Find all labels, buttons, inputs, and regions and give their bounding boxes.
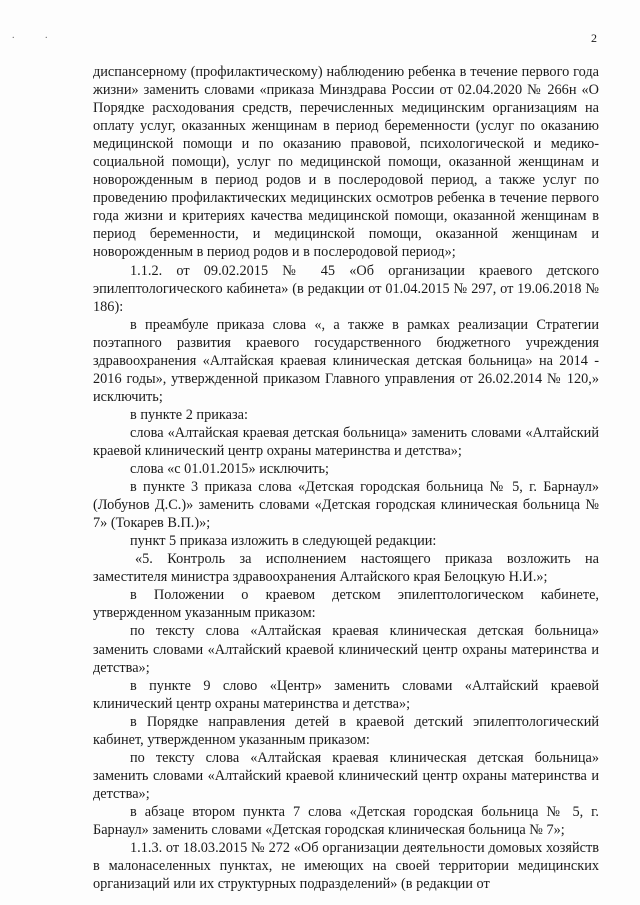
paragraph-regulation-text: по тексту слова «Алтайская краевая клиническая детская больница» заменить словами «Алтайский краевой клинический центр охраны материнства и детства»; (93, 623, 599, 676)
paragraph-point-5-quote: «5. Контроль за исполнением настоящего приказа возложить на заместителя министра здравоохранения Алтайского края Белоцкую Н.И.»; (93, 551, 599, 586)
page-number: 2 (591, 31, 597, 45)
paragraph-item-1-1-3: 1.1.3. от 18.03.2015 № 272 «Об организации деятельности домовых хозяйств в малонаселенных пунктах, не имеющих на своей территории медицинских организаций или их структурных подразделений» (в редакции от (93, 840, 599, 893)
paragraph-item-1-1-2: 1.1.2. от 09.02.2015 № 45 «Об организации краевого детского эпилептологического кабинета» (в редакции от 01.04.2015 № 297, от 19.06.2018 № 186): (93, 262, 599, 315)
paragraph-point-3: в пункте 3 приказа слова «Детская городская больница № 5, г. Барнаул» (Лобунов Д.С.)» заменить словами «Детская городская клиническая больница № 7» (Токарев В.П.)»; (93, 479, 599, 532)
scan-marks: . . (12, 30, 62, 41)
paragraph-continuation: диспансерному (профилактическому) наблюдению ребенка в течение первого года жизни» заменить словами «приказа Минздрава России от 02.04.2020 № 266н «О Порядке расходования средств, перечисленных медицинским организациям на оплату услуг, оказанных женщинам в период беременности (услуг по оказанию медицинской помощи и по оказанию правовой, психологической и медико-социальной помощи), услуг по медицинской помощи, оказанной женщинам и новорожденным в период родов и в послеродовой период, а также услуг по проведению профилактических медицинских осмотров ребенка в течение первого года жизни и критериях качества медицинской помощи, оказанной женщинам в период беременности, и медицинской помощи, оказанной женщинам и новорожденным в период родов и в послеродовой период»; (93, 64, 599, 261)
paragraph-point-2-date: слова «с 01.01.2015» исключить; (130, 461, 330, 478)
paragraph-point-2: в пункте 2 приказа: (130, 406, 248, 423)
paragraph-procedure-text: по тексту слова «Алтайская краевая клиническая детская больница» заменить словами «Алтайский краевой клинический центр охраны материнства и детства»; (93, 749, 599, 802)
paragraph-regulation: в Положении о краевом детском эпилептологическом кабинете, утвержденном указанным приказом: (93, 587, 599, 622)
paragraph-point-7: в абзаце втором пункта 7 слова «Детская городская больница № 5, г. Барнаул» заменить словами «Детская городская клиническая больница № 7»; (93, 803, 599, 838)
document-body (93, 63, 599, 893)
paragraph-procedure: в Порядке направления детей в краевой детский эпилептологический кабинет, утвержденном указанным приказом: (93, 713, 599, 748)
paragraph-point-5: пункт 5 приказа изложить в следующей редакции: (130, 533, 437, 550)
paragraph-point-2-words: слова «Алтайская краевая детская больница» заменить словами «Алтайский краевой клинический центр охраны материнства и детства»; (93, 424, 599, 459)
paragraph-preamble: в преамбуле приказа слова «, а также в рамках реализации Стратегии поэтапного развития краевого государственного бюджетного учреждения здравоохранения «Алтайская краевая клиническая детская больница» на 2014 - 2016 годы», утвержденной приказом Главного управления от 26.02.2014 № 120,» исключить; (93, 316, 599, 405)
paragraph-point-9: в пункте 9 слово «Центр» заменить словами «Алтайский краевой клинический центр охраны материнства и детства»; (93, 677, 599, 712)
